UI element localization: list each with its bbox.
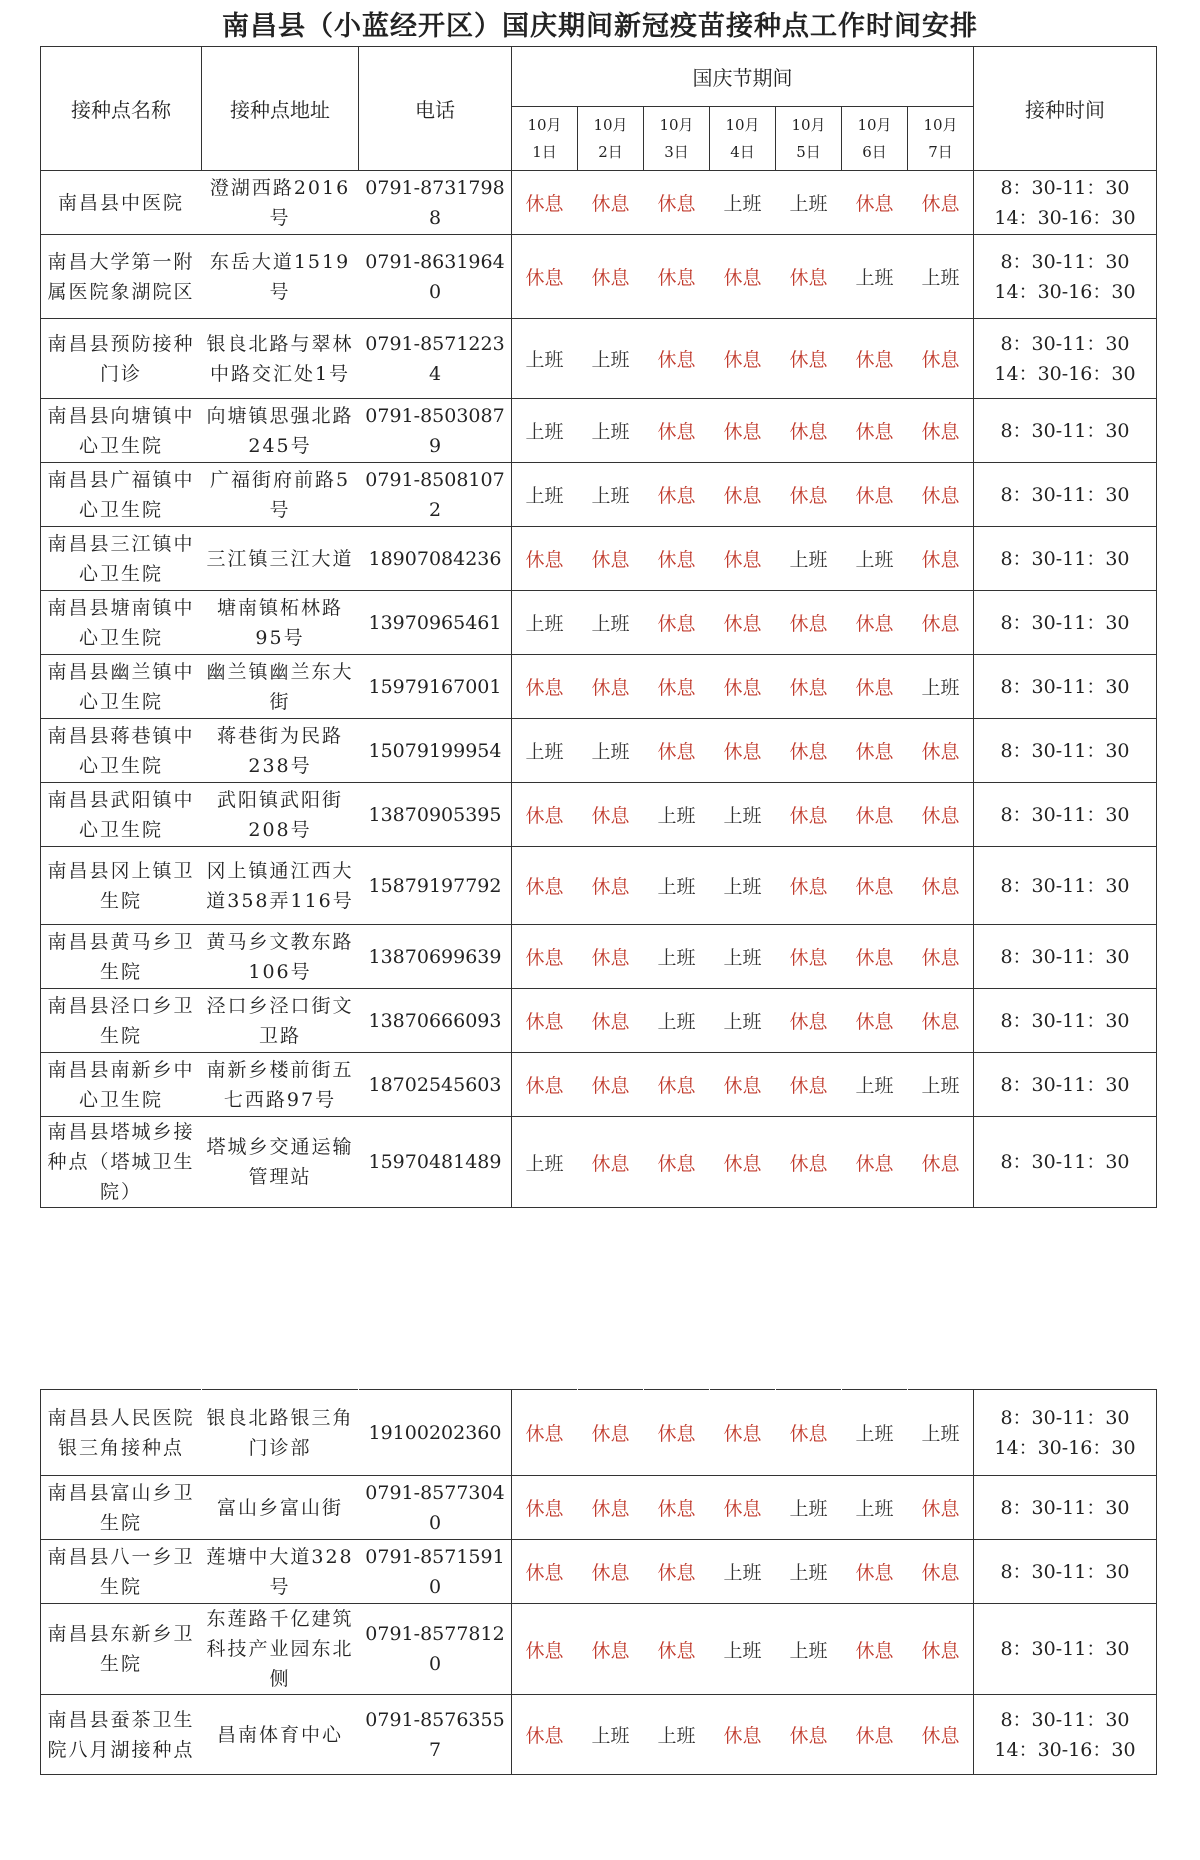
site-name: 南昌县中医院 xyxy=(41,171,202,235)
site-phone: 18907084236 xyxy=(359,527,512,591)
status-day-1: 上班 xyxy=(512,719,578,783)
status-day-3: 休息 xyxy=(644,527,710,591)
status-day-6: 休息 xyxy=(842,463,908,527)
vaccination-time xyxy=(974,1604,1157,1695)
table-row xyxy=(41,1695,1157,1775)
vaccination-time xyxy=(974,1695,1157,1775)
status-day-6: 休息 xyxy=(842,655,908,719)
status-day-5: 休息 xyxy=(776,989,842,1053)
status-day-3: 休息 xyxy=(644,655,710,719)
status-day-1: 上班 xyxy=(512,1117,578,1208)
header-phone: 电话 xyxy=(359,47,512,171)
time-slot: 8：30-11：30 xyxy=(1000,1406,1130,1429)
status-day-5: 上班 xyxy=(776,1476,842,1540)
site-phone: 15970481489 xyxy=(359,1117,512,1208)
site-address: 富山乡富山街 xyxy=(202,1476,359,1540)
status-day-1: 休息 xyxy=(512,1604,578,1695)
time-slot: 14：30-16：30 xyxy=(994,1436,1136,1459)
status-day-3: 休息 xyxy=(644,171,710,235)
header-day-date: 6日 xyxy=(862,143,887,161)
site-address: 东莲路千亿建筑科技产业园东北侧 xyxy=(202,1604,359,1695)
status-day-4: 休息 xyxy=(710,655,776,719)
status-day-5: 休息 xyxy=(776,1053,842,1117)
status-day-7: 休息 xyxy=(908,171,974,235)
status-day-5: 上班 xyxy=(776,527,842,591)
site-name: 南昌县蚕茶卫生院八月湖接种点 xyxy=(41,1695,202,1775)
table-row xyxy=(41,989,1157,1053)
header-day-2 xyxy=(578,107,644,171)
status-day-4: 上班 xyxy=(710,1604,776,1695)
status-day-1: 上班 xyxy=(512,591,578,655)
status-day-6: 休息 xyxy=(842,1695,908,1775)
status-day-3: 休息 xyxy=(644,719,710,783)
status-day-1: 休息 xyxy=(512,655,578,719)
status-day-6: 上班 xyxy=(842,527,908,591)
site-address: 银良北路与翠林中路交汇处1号 xyxy=(202,319,359,399)
header-day-5 xyxy=(776,107,842,171)
header-day-month: 10月 xyxy=(516,112,573,140)
status-day-7: 休息 xyxy=(908,989,974,1053)
status-day-3: 休息 xyxy=(644,1604,710,1695)
table-row xyxy=(41,655,1157,719)
vaccination-time xyxy=(974,925,1157,989)
site-name: 南昌县八一乡卫生院 xyxy=(41,1540,202,1604)
status-day-2: 休息 xyxy=(578,1604,644,1695)
table-row xyxy=(41,463,1157,527)
vaccination-time xyxy=(974,783,1157,847)
status-day-3: 上班 xyxy=(644,1695,710,1775)
status-day-1: 休息 xyxy=(512,1695,578,1775)
status-day-2: 休息 xyxy=(578,783,644,847)
site-name: 南昌县塘南镇中心卫生院 xyxy=(41,591,202,655)
status-day-2: 休息 xyxy=(578,847,644,925)
status-day-6: 休息 xyxy=(842,319,908,399)
status-day-5: 休息 xyxy=(776,847,842,925)
header-day-month: 10月 xyxy=(714,112,771,140)
status-day-2: 休息 xyxy=(578,171,644,235)
status-day-4: 休息 xyxy=(710,399,776,463)
status-day-2: 上班 xyxy=(578,463,644,527)
site-phone: 0791-8571223 4 xyxy=(359,319,512,399)
status-day-4: 上班 xyxy=(710,1540,776,1604)
header-day-month: 10月 xyxy=(582,112,639,140)
time-slot: 8：30-11：30 xyxy=(1000,1496,1130,1519)
site-phone: 15879197792 xyxy=(359,847,512,925)
status-day-1: 休息 xyxy=(512,783,578,847)
status-day-3: 休息 xyxy=(644,1117,710,1208)
table-row xyxy=(41,1540,1157,1604)
site-phone: 0791-8571591 0 xyxy=(359,1540,512,1604)
site-phone: 0791-8731798 8 xyxy=(359,171,512,235)
status-day-5: 上班 xyxy=(776,1540,842,1604)
status-day-5: 休息 xyxy=(776,783,842,847)
status-day-6: 休息 xyxy=(842,171,908,235)
status-day-6: 休息 xyxy=(842,1540,908,1604)
status-day-2: 休息 xyxy=(578,989,644,1053)
status-day-7: 休息 xyxy=(908,847,974,925)
table-row xyxy=(41,847,1157,925)
site-address: 塘南镇柘林路95号 xyxy=(202,591,359,655)
status-day-7: 休息 xyxy=(908,783,974,847)
site-name: 南昌县塔城乡接种点（塔城卫生院） xyxy=(41,1117,202,1208)
time-slot: 8：30-11：30 xyxy=(1000,419,1130,442)
status-day-7: 休息 xyxy=(908,1695,974,1775)
status-day-6: 休息 xyxy=(842,399,908,463)
status-day-3: 休息 xyxy=(644,1053,710,1117)
status-day-3: 休息 xyxy=(644,1540,710,1604)
site-address: 南新乡楼前街五七西路97号 xyxy=(202,1053,359,1117)
status-day-5: 休息 xyxy=(776,719,842,783)
status-day-3: 休息 xyxy=(644,463,710,527)
site-address: 幽兰镇幽兰东大街 xyxy=(202,655,359,719)
header-name: 接种点名称 xyxy=(41,47,202,171)
schedule-table-continued xyxy=(40,1389,1157,1775)
header-day-date: 5日 xyxy=(796,143,821,161)
status-day-4: 休息 xyxy=(710,591,776,655)
time-slot: 8：30-11：30 xyxy=(1000,176,1130,199)
header-day-date: 3日 xyxy=(664,143,689,161)
status-day-1: 休息 xyxy=(512,847,578,925)
site-address: 东岳大道1519号 xyxy=(202,235,359,319)
site-name: 南昌县南新乡中心卫生院 xyxy=(41,1053,202,1117)
site-name: 南昌大学第一附属医院象湖院区 xyxy=(41,235,202,319)
time-slot: 8：30-11：30 xyxy=(1000,1151,1130,1173)
status-day-6: 休息 xyxy=(842,925,908,989)
header-day-6 xyxy=(842,107,908,171)
status-day-4: 休息 xyxy=(710,319,776,399)
status-day-7: 休息 xyxy=(908,463,974,527)
site-phone: 13870905395 xyxy=(359,783,512,847)
vaccination-time xyxy=(974,591,1157,655)
status-day-1: 休息 xyxy=(512,171,578,235)
site-name: 南昌县广福镇中心卫生院 xyxy=(41,463,202,527)
status-day-3: 休息 xyxy=(644,591,710,655)
status-day-3: 上班 xyxy=(644,989,710,1053)
time-slot: 14：30-16：30 xyxy=(994,362,1136,385)
table-row xyxy=(41,925,1157,989)
status-day-2: 休息 xyxy=(578,1053,644,1117)
time-slot: 8：30-11：30 xyxy=(1000,803,1130,826)
site-phone: 13870666093 xyxy=(359,989,512,1053)
header-day-date: 2日 xyxy=(598,143,623,161)
time-slot: 8：30-11：30 xyxy=(1000,874,1130,897)
site-phone: 0791-8631964 0 xyxy=(359,235,512,319)
status-day-7: 上班 xyxy=(908,1390,974,1476)
status-day-3: 休息 xyxy=(644,1390,710,1476)
vaccination-time xyxy=(974,527,1157,591)
table-row xyxy=(41,399,1157,463)
table-row xyxy=(41,1604,1157,1695)
table-row xyxy=(41,319,1157,399)
status-day-1: 休息 xyxy=(512,1053,578,1117)
header-day-3 xyxy=(644,107,710,171)
site-address: 向塘镇思强北路245号 xyxy=(202,399,359,463)
site-address: 澄湖西路2016号 xyxy=(202,171,359,235)
site-name: 南昌县人民医院银三角接种点 xyxy=(41,1390,202,1476)
status-day-2: 休息 xyxy=(578,1540,644,1604)
site-phone: 15079199954 xyxy=(359,719,512,783)
site-address: 泾口乡泾口街文卫路 xyxy=(202,989,359,1053)
time-slot: 14：30-16：30 xyxy=(994,1738,1136,1761)
time-slot: 8：30-11：30 xyxy=(1000,675,1130,698)
status-day-5: 休息 xyxy=(776,655,842,719)
site-phone: 13870699639 xyxy=(359,925,512,989)
time-slot: 8：30-11：30 xyxy=(1000,739,1130,762)
status-day-6: 休息 xyxy=(842,1117,908,1208)
status-day-1: 上班 xyxy=(512,319,578,399)
site-address: 三江镇三江大道 xyxy=(202,527,359,591)
status-day-1: 休息 xyxy=(512,1390,578,1476)
time-slot: 14：30-16：30 xyxy=(994,280,1136,303)
status-day-6: 上班 xyxy=(842,1053,908,1117)
status-day-3: 休息 xyxy=(644,319,710,399)
status-day-1: 休息 xyxy=(512,235,578,319)
header-address: 接种点地址 xyxy=(202,47,359,171)
status-day-2: 休息 xyxy=(578,235,644,319)
site-address: 蒋巷街为民路238号 xyxy=(202,719,359,783)
time-slot: 8：30-11：30 xyxy=(1000,1073,1130,1096)
site-name: 南昌县富山乡卫生院 xyxy=(41,1476,202,1540)
table-row xyxy=(41,1053,1157,1117)
site-address: 武阳镇武阳街208号 xyxy=(202,783,359,847)
site-address: 昌南体育中心 xyxy=(202,1695,359,1775)
table-row xyxy=(41,591,1157,655)
status-day-7: 休息 xyxy=(908,1604,974,1695)
status-day-2: 上班 xyxy=(578,399,644,463)
time-slot: 8：30-11：30 xyxy=(1000,1560,1130,1583)
site-phone: 0791-8577304 0 xyxy=(359,1476,512,1540)
time-slot: 8：30-11：30 xyxy=(1000,483,1130,506)
status-day-2: 上班 xyxy=(578,719,644,783)
vaccination-time xyxy=(974,463,1157,527)
status-day-7: 休息 xyxy=(908,399,974,463)
status-day-1: 上班 xyxy=(512,399,578,463)
status-day-1: 上班 xyxy=(512,463,578,527)
table-row xyxy=(41,783,1157,847)
status-day-6: 上班 xyxy=(842,235,908,319)
site-name: 南昌县幽兰镇中心卫生院 xyxy=(41,655,202,719)
status-day-6: 休息 xyxy=(842,989,908,1053)
status-day-4: 上班 xyxy=(710,847,776,925)
status-day-2: 休息 xyxy=(578,1117,644,1208)
vaccination-time xyxy=(974,1476,1157,1540)
site-phone: 0791-8576355 7 xyxy=(359,1695,512,1775)
header-day-4 xyxy=(710,107,776,171)
status-day-4: 休息 xyxy=(710,1117,776,1208)
status-day-4: 上班 xyxy=(710,989,776,1053)
status-day-2: 休息 xyxy=(578,655,644,719)
status-day-3: 休息 xyxy=(644,399,710,463)
status-day-4: 休息 xyxy=(710,1476,776,1540)
site-name: 南昌县预防接种门诊 xyxy=(41,319,202,399)
status-day-7: 休息 xyxy=(908,319,974,399)
status-day-2: 休息 xyxy=(578,1476,644,1540)
header-day-month: 10月 xyxy=(846,112,903,140)
header-day-7 xyxy=(908,107,974,171)
site-address: 黄马乡文教东路106号 xyxy=(202,925,359,989)
status-day-1: 休息 xyxy=(512,1540,578,1604)
site-address: 冈上镇通江西大道358弄116号 xyxy=(202,847,359,925)
status-day-6: 休息 xyxy=(842,1604,908,1695)
status-day-1: 休息 xyxy=(512,527,578,591)
site-name: 南昌县冈上镇卫生院 xyxy=(41,847,202,925)
table-row xyxy=(41,1390,1157,1476)
status-day-2: 上班 xyxy=(578,591,644,655)
status-day-5: 上班 xyxy=(776,1604,842,1695)
time-slot: 8：30-11：30 xyxy=(1000,250,1130,273)
header-time: 接种时间 xyxy=(974,47,1157,171)
status-day-7: 休息 xyxy=(908,1540,974,1604)
status-day-4: 休息 xyxy=(710,1695,776,1775)
status-day-4: 休息 xyxy=(710,463,776,527)
status-day-4: 上班 xyxy=(710,171,776,235)
header-day-date: 1日 xyxy=(532,143,557,161)
site-address: 塔城乡交通运输管理站 xyxy=(202,1117,359,1208)
status-day-4: 上班 xyxy=(710,925,776,989)
vaccination-time xyxy=(974,719,1157,783)
site-address: 银良北路银三角门诊部 xyxy=(202,1390,359,1476)
schedule-table xyxy=(40,46,1157,1208)
site-name: 南昌县泾口乡卫生院 xyxy=(41,989,202,1053)
status-day-6: 休息 xyxy=(842,591,908,655)
vaccination-time xyxy=(974,655,1157,719)
header-day-date: 4日 xyxy=(730,143,755,161)
vaccination-time xyxy=(974,989,1157,1053)
site-name: 南昌县向塘镇中心卫生院 xyxy=(41,399,202,463)
table-row xyxy=(41,527,1157,591)
status-day-7: 上班 xyxy=(908,655,974,719)
time-slot: 8：30-11：30 xyxy=(1000,332,1130,355)
status-day-2: 上班 xyxy=(578,319,644,399)
table-row xyxy=(41,719,1157,783)
vaccination-time xyxy=(974,1390,1157,1476)
status-day-1: 休息 xyxy=(512,925,578,989)
status-day-4: 休息 xyxy=(710,235,776,319)
status-day-5: 上班 xyxy=(776,171,842,235)
time-slot: 8：30-11：30 xyxy=(1000,611,1130,634)
site-name: 南昌县三江镇中心卫生院 xyxy=(41,527,202,591)
site-phone: 18702545603 xyxy=(359,1053,512,1117)
site-name: 南昌县东新乡卫生院 xyxy=(41,1604,202,1695)
site-phone: 0791-8577812 0 xyxy=(359,1604,512,1695)
table-row xyxy=(41,1476,1157,1540)
status-day-3: 上班 xyxy=(644,925,710,989)
header-day-1 xyxy=(512,107,578,171)
header-day-month: 10月 xyxy=(648,112,705,140)
vaccination-time xyxy=(974,235,1157,319)
vaccination-time xyxy=(974,319,1157,399)
site-name: 南昌县武阳镇中心卫生院 xyxy=(41,783,202,847)
status-day-7: 休息 xyxy=(908,719,974,783)
status-day-2: 休息 xyxy=(578,527,644,591)
status-day-5: 休息 xyxy=(776,591,842,655)
status-day-6: 休息 xyxy=(842,783,908,847)
site-name: 南昌县蒋巷镇中心卫生院 xyxy=(41,719,202,783)
time-slot: 8：30-11：30 xyxy=(1000,945,1130,968)
vaccination-time xyxy=(974,399,1157,463)
status-day-5: 休息 xyxy=(776,399,842,463)
time-slot: 8：30-11：30 xyxy=(1000,1708,1130,1731)
time-slot: 14：30-16：30 xyxy=(994,206,1136,229)
vaccination-time xyxy=(974,171,1157,235)
status-day-3: 上班 xyxy=(644,783,710,847)
status-day-5: 休息 xyxy=(776,235,842,319)
vaccination-time xyxy=(974,1117,1157,1208)
status-day-6: 上班 xyxy=(842,1390,908,1476)
status-day-3: 休息 xyxy=(644,235,710,319)
status-day-6: 休息 xyxy=(842,847,908,925)
status-day-3: 上班 xyxy=(644,847,710,925)
status-day-5: 休息 xyxy=(776,1117,842,1208)
site-phone: 19100202360 xyxy=(359,1390,512,1476)
site-phone: 0791-8503087 9 xyxy=(359,399,512,463)
status-day-1: 休息 xyxy=(512,989,578,1053)
status-day-3: 休息 xyxy=(644,1476,710,1540)
status-day-4: 休息 xyxy=(710,1390,776,1476)
header-day-date: 7日 xyxy=(928,143,953,161)
site-phone: 15979167001 xyxy=(359,655,512,719)
header-day-month: 10月 xyxy=(780,112,837,140)
table-row xyxy=(41,1117,1157,1208)
page-title: 南昌县（小蓝经开区）国庆期间新冠疫苗接种点工作时间安排 xyxy=(222,11,978,42)
status-day-7: 休息 xyxy=(908,1117,974,1208)
time-slot: 8：30-11：30 xyxy=(1000,547,1130,570)
site-address: 广福街府前路5号 xyxy=(202,463,359,527)
status-day-1: 休息 xyxy=(512,1476,578,1540)
time-slot: 8：30-11：30 xyxy=(1000,1009,1130,1032)
status-day-7: 休息 xyxy=(908,925,974,989)
status-day-5: 休息 xyxy=(776,319,842,399)
vaccination-time xyxy=(974,1540,1157,1604)
table-row xyxy=(41,171,1157,235)
status-day-2: 休息 xyxy=(578,1390,644,1476)
site-phone: 13970965461 xyxy=(359,591,512,655)
status-day-6: 上班 xyxy=(842,1476,908,1540)
status-day-4: 休息 xyxy=(710,1053,776,1117)
status-day-7: 上班 xyxy=(908,1053,974,1117)
site-address: 莲塘中大道328号 xyxy=(202,1540,359,1604)
status-day-5: 休息 xyxy=(776,1390,842,1476)
status-day-7: 休息 xyxy=(908,1476,974,1540)
status-day-4: 上班 xyxy=(710,783,776,847)
header-holiday: 国庆节期间 xyxy=(512,47,974,107)
time-slot: 8：30-11：30 xyxy=(1000,1638,1130,1660)
header-day-month: 10月 xyxy=(912,112,969,140)
vaccination-time xyxy=(974,847,1157,925)
status-day-2: 休息 xyxy=(578,925,644,989)
site-name: 南昌县黄马乡卫生院 xyxy=(41,925,202,989)
status-day-7: 休息 xyxy=(908,591,974,655)
status-day-7: 上班 xyxy=(908,235,974,319)
status-day-2: 上班 xyxy=(578,1695,644,1775)
status-day-4: 休息 xyxy=(710,527,776,591)
status-day-7: 休息 xyxy=(908,527,974,591)
status-day-5: 休息 xyxy=(776,1695,842,1775)
status-day-5: 休息 xyxy=(776,463,842,527)
status-day-5: 休息 xyxy=(776,925,842,989)
status-day-4: 休息 xyxy=(710,719,776,783)
status-day-6: 休息 xyxy=(842,719,908,783)
site-phone: 0791-8508107 2 xyxy=(359,463,512,527)
table-row xyxy=(41,235,1157,319)
vaccination-time xyxy=(974,1053,1157,1117)
